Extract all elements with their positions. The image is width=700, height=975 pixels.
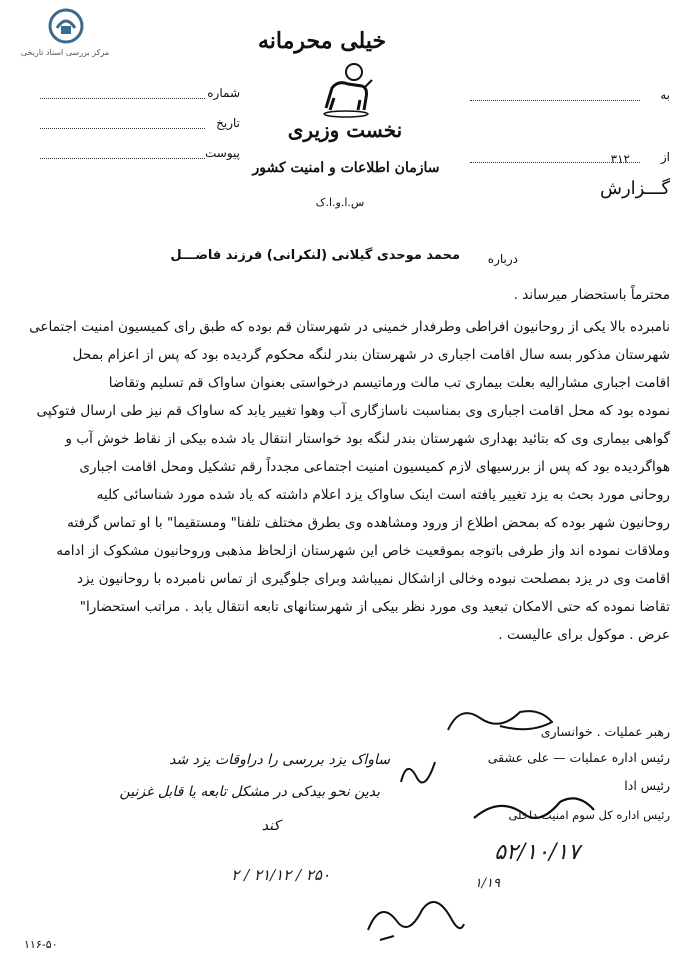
body-line: نموده بود که محل اقامت اجباری وی بمناسبت ناسازگاری آب وهوا تغییر یابد که ساواک قم نیز طی ارسال فتوکپی [36,403,670,419]
organization-name: سازمان اطلاعات و امنیت کشور [252,160,440,176]
to-line [470,100,640,101]
greeting: محترماً باستحضار میرساند . [513,287,670,303]
attachment-label: پیوست [205,146,240,160]
body-line: گواهی بیماری وی که بتائید بهداری شهرستان بندر لنگه بود خواستار انتقال یاد شده بیکی از نقاط خوش آب و [65,431,670,447]
body-line: نامبرده بالا یکی از روحانیون افراطی وطرفدار خمینی در شهرستان قم بوده که طبق رای کمیسیون امنیت اجتماعی [29,319,670,335]
organization-abbrev: س.ا.و.ا.ک [315,196,365,209]
margin-note-date: ۲۵۰ / ۲۱/۱۲ / ۲ [231,866,330,884]
signature-directorate-head: رئیس اداره کل سوم امنیت داخلی [508,808,670,822]
margin-note-line: بدین نحو بیدکی در مشکل تابعه یا قابل غزنین [119,784,380,800]
from-label: از [660,150,670,164]
margin-note-line: ساواک یزد بررسی را دراوقات یزد شد [169,752,390,768]
lion-and-sun-emblem-icon [318,58,376,118]
body-line: روحانی مورد بحث به یزد تغییر یافته است اینک ساواک یزد اعلام داشته که یاد شده مورد شناسائی کلیه [96,487,670,503]
archive-caption: مرکز بررسی اسناد تاریخی [20,48,110,57]
number-line [40,98,205,99]
archive-logo-icon [48,8,84,44]
body-line: تقاضا نموده که حتی الامکان تبعید وی مورد نظر بیکی از شهرستانهای تابعه انتقال یابد . مراتب استحضارا" [79,599,670,615]
signature-scribble-icon [440,700,560,740]
subject-label: درباره [487,252,518,266]
body-line: هواگردیده بود که پس از بررسیهای لازم کمیسیون امنیت اجتماعی مجدداً رقم تشکیل ومحل اقامت اجباری [79,459,670,475]
document-number: ۱۱۶-۵۰ [24,938,58,951]
closing-line: عرض . موکول برای عالیست . [498,627,670,643]
classification-stamp: خیلی محرمانه [258,28,387,54]
date-stamp-small: ۱/۱۹ [474,876,500,891]
bottom-initials-scribble-icon [360,890,470,950]
signature-operations-lead: رهبر عملیات . خوانساری [540,724,670,739]
archive-logo [18,8,108,68]
date-label: تاریخ [216,116,240,130]
signature-operations-head: رئیس اداره عملیات — علی عشقی [487,750,670,765]
report-title: گـــزارش [600,178,670,199]
body-line: روحانیون شهر بوده که بمحض اطلاع از ورود ومشاهده وی بطرق مختلف تلفنا" ومستقیما" با او تماس گرفته [67,515,670,531]
body-line: اقامت وی در یزد بمصلحت نبوده وخالی ازاشکال نمیباشد وبرای جلوگیری از تماس نامبرده با روحانیون یزد [76,571,670,587]
signature-scribble-2-icon [470,790,600,830]
body-line: شهرستان مذکور بسه سال اقامت اجباری در شهرستان بندر لنگه محکوم گردیده بود که پس از اعزام بمحل [72,347,670,363]
body-line: اقامت اجباری مشارالیه بعلت بیماری تب مالت ورماتیسم درخواستی بعنوان ساواک قم تسلیم وتقاضا [108,375,670,391]
date-stamp: ۵۲/۱۰/۱۷ [494,840,580,865]
from-value: ۳۱۲ [610,152,630,166]
initials-scribble-icon [395,752,445,796]
date-line [40,128,205,129]
margin-note-line: کند [261,818,280,834]
attachment-line [40,158,205,159]
ministry-name: نخست وزیری [287,118,403,142]
to-label: به [660,88,670,102]
signature-office-head: رئیس ادا [624,778,670,793]
number-label: شماره [207,86,240,100]
from-line [470,162,640,163]
body-line: وملاقات نموده اند واز طرفی باتوجه بموقعیت خاص این شهرستان ازلحاظ مذهبی وروحانیون مشکوک از ادامه [56,543,670,559]
subject-text: محمد موحدی گیلانی (لنکرانی) فرزند فاضـــل [170,248,460,263]
